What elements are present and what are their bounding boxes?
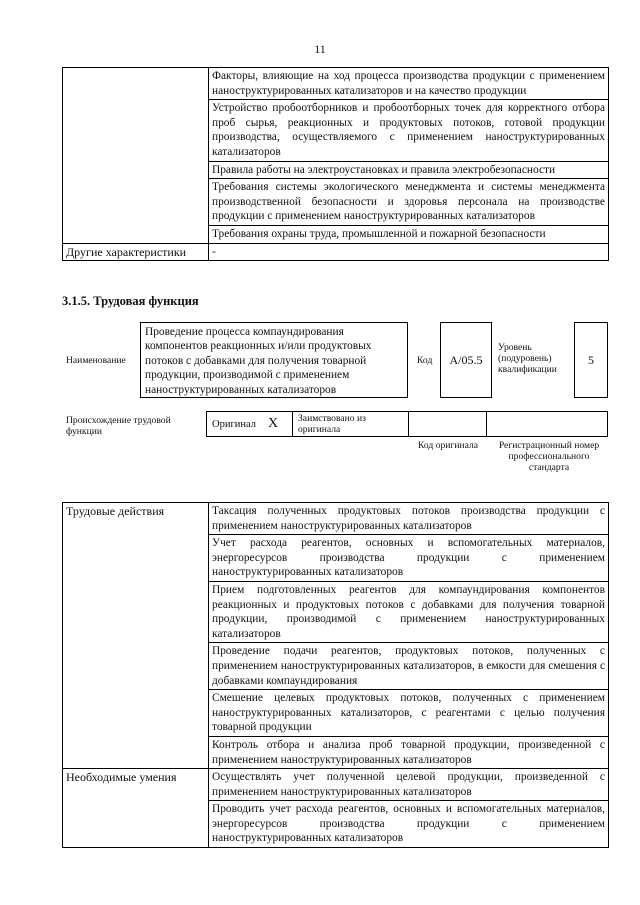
divider (486, 411, 487, 437)
table-cell: Проводить учет расхода реагентов, основных и вспомогательных материалов, энергоресурсов производства продукции с применением наноструктурированных катализаторов (209, 801, 609, 848)
table-cell: Устройство пробоотборников и пробоотборных точек для корректного отбора проб сырья, реакционных и продуктовых потоков, готовой продукции производства, осуществляемого с применением наноструктурированных катализаторов (209, 100, 609, 161)
original-mark: X (268, 416, 279, 431)
table-cell: Смешение целевых продуктовых потоков, полученных с применением наноструктурированных катализаторов, с реагентами с целью получения товарной продукции (209, 690, 609, 737)
function-name: Проведение процесса компаундирования компонентов реакционных и/или продуктовых потоков с добавками для получения товарной продукции, производимой с применением наноструктурированных катализаторов (140, 322, 408, 398)
group-label-skills: Необходимые умения (63, 769, 209, 848)
table-row (63, 68, 609, 100)
table-label-cell: Другие характеристики (63, 243, 209, 261)
knowledge-table (62, 67, 609, 261)
table-cell: Контроль отбора и анализа проб товарной продукции, произведенной с применением наноструктурированных катализаторов (209, 736, 609, 768)
table-cell: Требования охраны труда, промышленной и пожарной безопасности (209, 225, 609, 243)
table-cell: - (209, 243, 609, 261)
origin-box (206, 411, 608, 437)
table-row (63, 243, 609, 261)
origin-code-label: Код оригинала (417, 440, 479, 451)
level-label: Уровень (подуровень) квалификации (498, 342, 557, 375)
table-row (63, 503, 609, 535)
table-cell: Требования системы экологического менеджмента и системы менеджмента производственной безопасности и здоровья персонала на производстве продукции с применением наноструктурированных катализаторов (209, 179, 609, 226)
table-cell: Прием подготовленных реагентов для компаундирования компонентов реакционных и продуктовых потоков с добавками для получения товарной продукции, производимой с применением наноструктурированных катализаторов (209, 581, 609, 642)
table-cell: Учет расхода реагентов, основных и вспомогательных материалов, энергоресурсов производства продукции с применением наноструктурированных катализаторов (209, 535, 609, 582)
table-cell: Проведение подачи реагентов, продуктовых потоков, полученных с применением наноструктурированных катализаторов, в емкости для смешения с добавками компаундирования (209, 643, 609, 690)
table-label-cell (63, 68, 209, 244)
table-row (63, 769, 609, 801)
name-label: Наименование (66, 355, 126, 366)
code-label: Код (417, 355, 433, 366)
table-cell: Таксация полученных продуктовых потоков производства продукции с применением наноструктурированных катализаторов (209, 503, 609, 535)
table-cell: Факторы, влияющие на ход процесса производства продукции с применением наноструктурированных катализаторов и на качество продукции (209, 68, 609, 100)
page-number: 11 (314, 42, 326, 56)
borrowed-label: Заимствовано из оригинала (298, 413, 366, 435)
group-label-actions: Трудовые действия (63, 503, 209, 769)
divider (292, 411, 293, 437)
table-cell: Правила работы на электроустановках и правила электробезопасности (209, 161, 609, 179)
origin-label: Происхождение трудовой функции (66, 415, 171, 437)
table-cell: Осуществлять учет полученной целевой продукции, произведенной с применением наноструктурированных катализаторов (209, 769, 609, 801)
function-code: А/05.5 (440, 322, 492, 398)
divider (408, 411, 409, 437)
original-label: Оригинал (212, 419, 256, 430)
actions-table (62, 502, 609, 848)
section-title: 3.1.5. Трудовая функция (62, 294, 199, 308)
reg-number-label: Регистрационный номер профессионального стандарта (498, 440, 600, 473)
level-value: 5 (574, 322, 608, 398)
